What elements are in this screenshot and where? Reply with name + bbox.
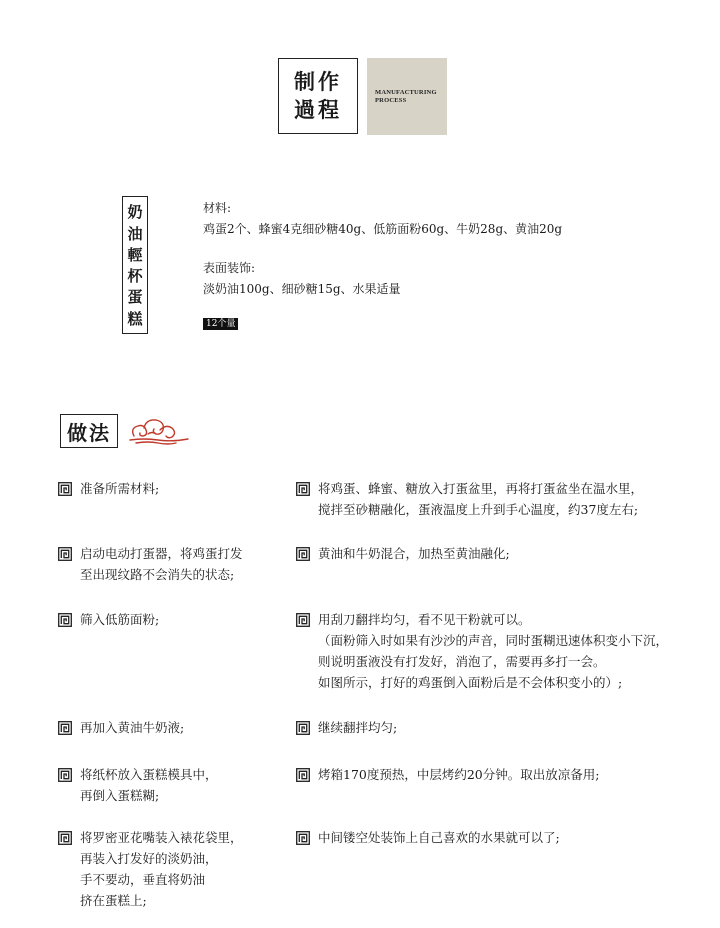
method-title: 做法 xyxy=(60,414,118,448)
square-spiral-icon xyxy=(58,547,72,561)
step-item xyxy=(296,764,599,785)
recipe-title-char: 糕 xyxy=(127,309,143,328)
step-text: 手不要动，垂直将奶油 xyxy=(80,872,206,887)
decoration-list: 淡奶油100g、细砂糖15g、水果适量 xyxy=(203,282,401,296)
recipe-title-char: 輕 xyxy=(127,245,143,264)
step-item xyxy=(58,717,184,738)
step-text: 至出现纹路不会消失的状态; xyxy=(80,567,235,582)
step-text: 用刮刀翻拌均匀，看不见干粉就可以。 xyxy=(318,612,531,627)
step-item xyxy=(296,543,510,564)
step-text: 继续翻拌均匀; xyxy=(318,720,398,735)
step-item xyxy=(58,827,243,911)
page-title-line1: 制作 xyxy=(294,69,342,94)
recipe-title-char: 蛋 xyxy=(127,288,143,307)
yield-badge: 12个量 xyxy=(203,318,238,330)
step-text: 再装入打发好的淡奶油， xyxy=(80,851,218,866)
step-text: 准备所需材料; xyxy=(80,481,160,496)
step-text: （面粉筛入时如果有沙沙的声音，同时蛋糊迅速体积变小下沉， xyxy=(318,633,669,648)
step-item xyxy=(58,609,159,630)
page-subtitle-line1: MANUFACTURING xyxy=(375,88,437,96)
step-text: 搅拌至砂糖融化，蛋液温度上升到手心温度，约37度左右; xyxy=(318,502,639,517)
square-spiral-icon xyxy=(296,613,310,627)
page-title-box xyxy=(278,58,358,134)
step-text: 将罗密亚花嘴装入裱花袋里， xyxy=(80,830,243,845)
step-text: 则说明蛋液没有打发好，消泡了，需要再多打一会。 xyxy=(318,654,606,669)
square-spiral-icon xyxy=(296,721,310,735)
square-spiral-icon xyxy=(296,768,310,782)
step-text: 烤箱170度预热，中层烤约20分钟。取出放凉备用; xyxy=(318,767,600,782)
recipe-title xyxy=(122,196,148,334)
square-spiral-icon xyxy=(58,831,72,845)
step-item xyxy=(296,609,668,693)
step-item xyxy=(58,478,159,499)
square-spiral-icon xyxy=(296,831,310,845)
page-subtitle-box xyxy=(367,58,447,135)
step-text: 将鸡蛋、蜂蜜、糖放入打蛋盆里，再将打蛋盆坐在温水里， xyxy=(318,481,644,496)
square-spiral-icon xyxy=(58,482,72,496)
step-item xyxy=(58,764,218,806)
square-spiral-icon xyxy=(296,547,310,561)
step-text: 黄油和牛奶混合，加热至黄油融化; xyxy=(318,546,510,561)
step-text: 再倒入蛋糕糊; xyxy=(80,788,160,803)
step-item xyxy=(296,478,643,520)
square-spiral-icon xyxy=(296,482,310,496)
step-text: 筛入低筋面粉; xyxy=(80,612,160,627)
step-text: 中间镂空处装饰上自己喜欢的水果就可以了; xyxy=(318,830,560,845)
page-subtitle-line2: PROCESS xyxy=(375,96,407,104)
decoration-label: 表面装饰: xyxy=(203,261,256,275)
square-spiral-icon xyxy=(58,768,72,782)
square-spiral-icon xyxy=(58,613,72,627)
page-title-line2: 過程 xyxy=(294,97,342,122)
step-item xyxy=(58,543,243,585)
step-item xyxy=(296,717,397,738)
recipe-title-char: 杯 xyxy=(127,267,143,286)
auspicious-cloud-icon xyxy=(126,414,190,448)
step-item xyxy=(296,827,560,848)
materials-label: 材料: xyxy=(203,201,232,215)
square-spiral-icon xyxy=(58,721,72,735)
step-text: 将纸杯放入蛋糕模具中， xyxy=(80,767,218,782)
step-text: 启动电动打蛋器，将鸡蛋打发 xyxy=(80,546,243,561)
recipe-title-char: 油 xyxy=(127,224,143,243)
step-text: 再加入黄油牛奶液; xyxy=(80,720,185,735)
step-text: 如图所示，打好的鸡蛋倒入面粉后是不会体积变小的）; xyxy=(318,675,623,690)
materials-list: 鸡蛋2个、蜂蜜4克细砂糖40g、低筋面粉60g、牛奶28g、黄油20g xyxy=(203,222,563,236)
recipe-title-char: 奶 xyxy=(127,203,143,222)
step-text: 挤在蛋糕上; xyxy=(80,893,147,908)
